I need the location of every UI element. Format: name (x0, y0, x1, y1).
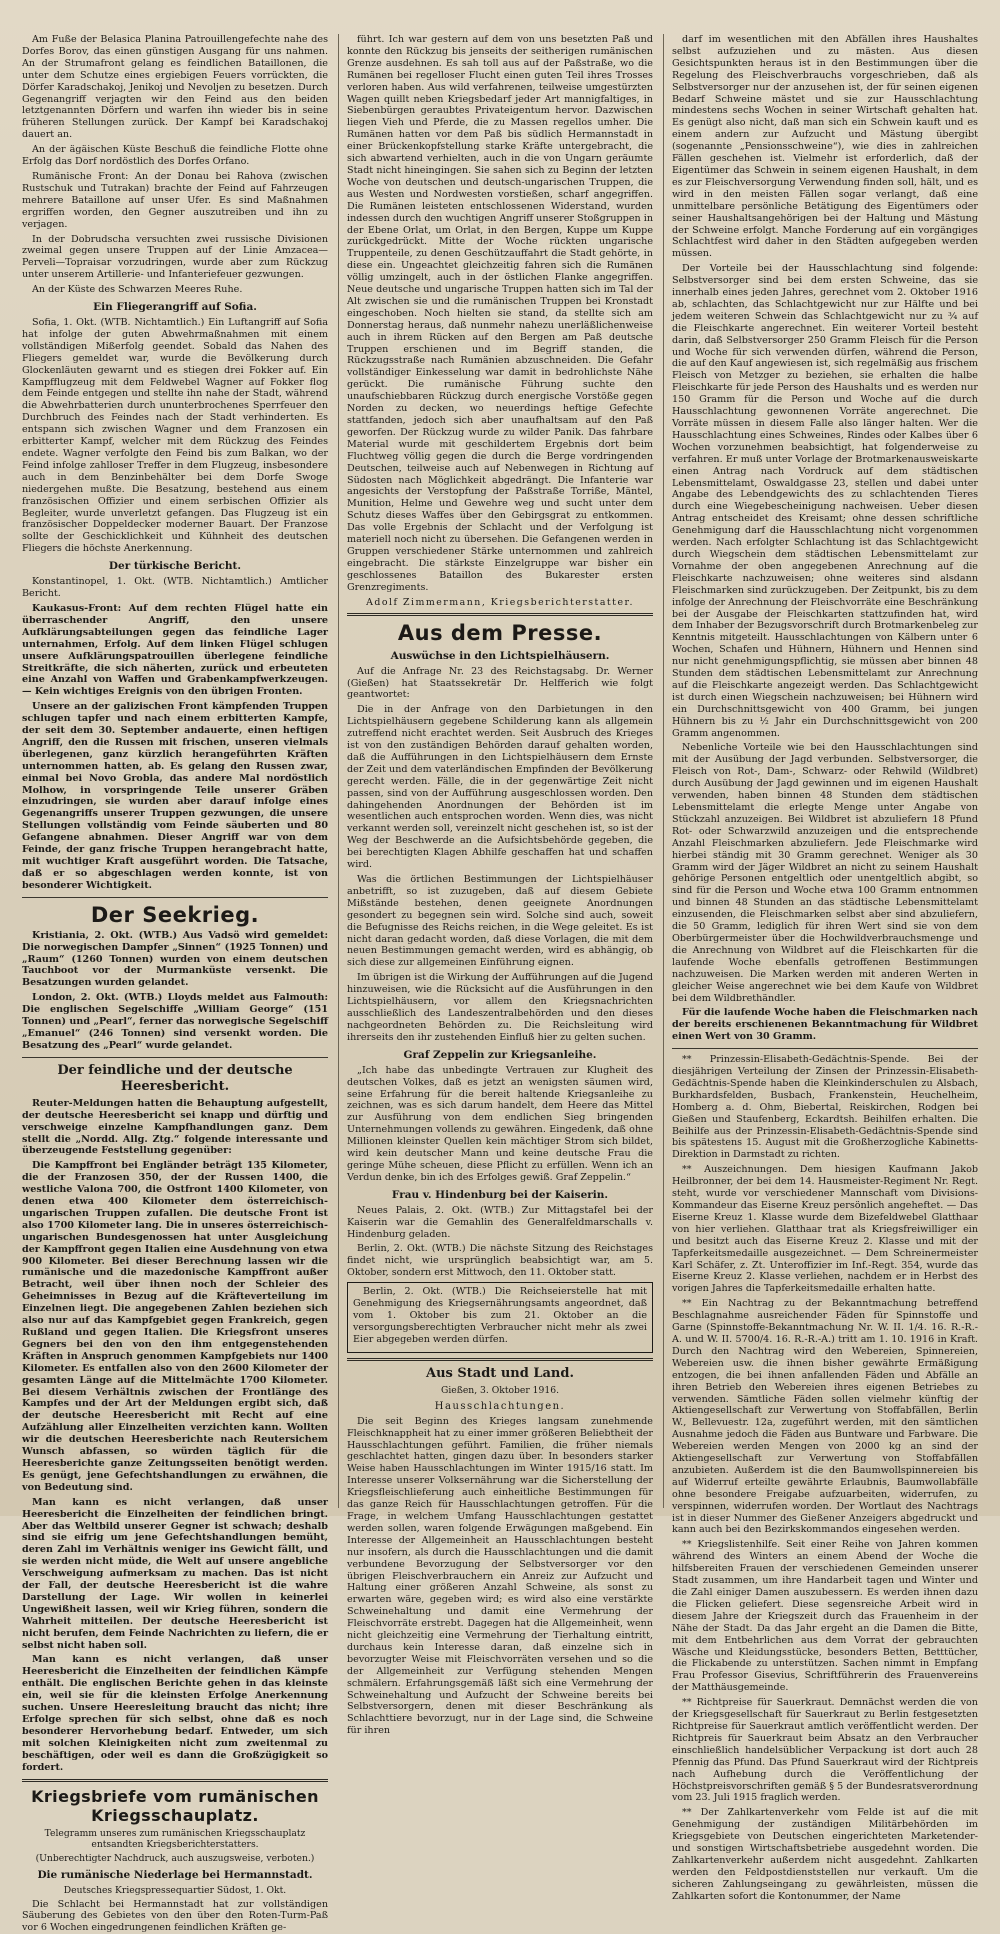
column-left (22, 34, 328, 1934)
article-paragraph: Am Fuße der Belasica Planina Patrouillengefechte nahe des Dorfes Borov, das einen günstigen Ausgang für uns nahmen. An der Strumafront gelang es feindlichen Bataillonen, die unter dem Schutze eines ergiebigen Feuers vorrückten, die Dörfer Karadschakoj, Jenikoj und Nevoljen zu besetzen. Durch Gegenangriff verjagten wir den Feind aus den beiden letztgenannten Dörfern und warfen ihn wieder bis in seine früheren Stellungen zurück. Der Kampf bei Karadschakoj dauert an. (22, 34, 328, 141)
column-middle (338, 34, 654, 1737)
headline-presse: Aus dem Presse. (397, 620, 603, 645)
article-paragraph: ** Richtpreise für Sauerkraut. Demnächst werden die von der Kriegsgesellschaft für Sauerkraut zu Berlin festgesetzten Richtpreise für Sauerkraut amtlich veröffentlicht werden. Der Richtpreis für Sauerkraut beim Absatz an den Verbraucher einschließlich handelsüblicher Verpackung ist dort auch 28 Pfennig das Pfund. Das Pfund Sauerkraut wird der Richtpreis nach Aufhebung durch die Veröffentlichung der Höchstpreisvorschriften gemäß § 5 der Bundesratsverordnung vom 23. Juli 1915 fraglich werden. (672, 1697, 978, 1804)
divider (22, 1057, 328, 1058)
article-paragraph: Rumänische Front: An der Donau bei Rahova (zwischen Rustschuk und Tutrakan) brachte der Feind auf Fahrzeugen mehrere Bataillone auf unser Ufer. Es sind Maßnahmen ergriffen worden, den Gegner auszutreiben und ihn zu verjagen. (22, 170, 328, 230)
subheadline: (Unberechtigter Nachdruck, auch auszugsweise, verboten.) (35, 1852, 315, 1864)
article-paragraph: In der Dobrudscha versuchten zwei russische Divisionen zweimal gegen unsere Truppen auf der Linie Amzacea—Perveli—Topraisar vorzudringen, wurde aber zum Rückzug unter unserem Artillerie- und Infanteriefeuer gezwungen. (22, 233, 328, 281)
article-paragraph: ** Kriegslistenhilfe. Seit einer Reihe von Jahren kommen während des Winters an einem Abend der Woche die hilfsbereiten Frauen der verschiedenen Gemeinden unserer Stadt zusammen, um ihre Handarbeit tagen und Winter und die Zahl einiger Damen auszubessern. Es werden ihnen dazu die Flicken geliefert. Diese segensreiche Arbeit wird in diesem Jahre der Kriegszeit durch das Frauenheim in der Nähe der Stadt. Da das Jahr ergeht an die Damen die Bitte, mit dem Entbehrlichen aus dem Vorrat der gebrauchten Wäsche und Kleidungsstücke, besonders Betten, Betttücher, die Flickabende zu unterstützen. Sachen nimmt in Empfang Frau Professor Gisevius, Schriftführerin des Frauenvereins der Matthäusgemeinde. (672, 1539, 978, 1694)
article-paragraph: Die Schlacht bei Hermannstadt hat zur vollständigen Säuberung des Gebietes von den über den Roten-Turm-Paß vor 6 Wochen eingedrungenen feindlichen Kräften ge- (22, 1898, 328, 1934)
divider (672, 1048, 978, 1049)
article-paragraph: Die seit Beginn des Krieges langsam zunehmende Fleischknappheit hat zu einer immer größeren Beliebtheit der Hausschlachtungen geführt. Familien, die früher niemals geschlachtet hatten, gingen dazu über. In besonders starker Weise haben Hausschlachtungen im Winter 1915/16 statt. Im Interesse unserer Volksernährung war die Sicherstellung der Kriegsfleischlieferung auch einheitliche Bestimmungen für das ganze Reich für Hausschlachtungen getroffen. Für die Frage, in welchem Umfang Hausschlachtungen gestattet werden sollen, waren folgende Erwägungen maßgebend. Ein Interesse der Allgemeinheit an Hausschlachtungen besteht nur insofern, als durch die Hausschlachtungen und die damit verbundene Bevorzugung der Selbstversorger vor den übrigen Fleischverbrauchern ein Anreiz zur Aufzucht und Haltung einer größeren Anzahl Schweine, als sonst zu erwarten wäre, gegeben wird; es wird also eine verstärkte Schweinehaltung und damit eine Vermehrung der Fleischvorräte erstrebt. Dagegen hat die Allgemeinheit, wenn nicht gleichzeitig eine Vermehrung der Tierhaltung eintritt, durchaus kein Interesse daran, daß einzelne sich in bevorzugter Weise mit Fleischvorräten versehen und so die der Allgemeinheit zur Verfügung stehenden Mengen schmälern. Erfahrungsgemäß läßt sich eine Vermehrung der Schweinehaltung und Aufzucht der Schweine bereits bei Selbstversorgern, denen mit dieser Beschränkung als Schlachttiere bevorzugt, nur in der Lage sind, die Schweine für ihren (347, 1415, 653, 1737)
article-paragraph: Kristiania, 2. Okt. (WTB.) Aus Vadsö wird gemeldet: Die norwegischen Dampfer „Sinnen“ (1925 Tonnen) und „Raum“ (1260 Tonnen) wurden von einem deutschen Tauchboot vor der Murmanküste versenkt. Die Besatzungen wurden gelandet. (22, 929, 328, 989)
eier-notice-box (347, 1282, 653, 1353)
article-paragraph: London, 2. Okt. (WTB.) Lloyds meldet aus Falmouth: Die englischen Segelschiffe „William George“ (151 Tonnen) und „Pearl“, ferner das norwegische Segelschiff „Emanuel“ (246 Tonnen) sind versenkt worden. Die Besatzung des „Pearl“ wurde gelandet. (22, 992, 328, 1051)
article-paragraph: Auf die Anfrage Nr. 23 des Reichstagsabg. Dr. Werner (Gießen) hat Staatssekretär Dr. Helfferich wie folgt geantwortet: (347, 665, 653, 701)
headline-stadt-und-land: Aus Stadt und Land. (426, 1365, 574, 1381)
dateline: Deutsches Kriegspressequartier Südost, 1. Okt. (63, 1884, 287, 1896)
article-paragraph: Die Kampffront bei Engländer beträgt 135 Kilometer, die der Franzosen 350, der der Russen 1400, die westliche Valona 700, die Ostfront 1400 Kilometer, von denen etwa 400 Kilometer dem österreichisch-ungarischen Truppen zufallen. Die deutsche Front ist also 1700 Kilometer lang. Die in unseres österreichisch-ungarischen Bundesgenossen hat unter Ausgleichung der Kampffront gegen Italien eine Ausdehnung von etwa 900 Kilometer. Bei dieser Berechnung lassen wir die rumänische und die mazedonische Kampffront außer Betracht, weil über ihnen noch der Schleier des Geheimnisses in Bezug auf die Kräfteverteilung im Einzelnen liegt. Die angegebenen Zahlen beziehen sich also nur auf das Kampfgebiet gegen Frankreich, gegen Rußland und gegen Italien. Die Kriegsfront unseres Gegners bei den von den ihm entgegenstehenden Kräften in Anspruch genommen Kampfgebiets nur 1400 Kilometer. Es entfallen also von den 2600 Kilometer der gesamten Länge auf die Mittelmächte 1700 Kilometer. Bei diesem Verhältnis zwischen der Frontlänge des Kampfes und der Art der Meldungen ergibt sich, daß der deutsche Heeresbericht mit Recht auf eine Aufzählung aller Einzelheiten verzichten kann. Wollten wir die deutschen Heeresberichte nach Reutersichem Wunsch abfassen, so würden täglich für die Heeresberichte ganze Zeitungsseiten benötigt werden. Es genügt, jene Gefechtshandlungen zu erwähnen, die von Bedeutung sind. (22, 1160, 328, 1493)
article-paragraph: Berlin, 2. Okt. (WTB.) Die nächste Sitzung des Reichstages findet nicht, wie ursprünglich beabsichtigt war, am 5. Oktober, sondern erst Mittwoch, den 11. Oktober statt. (347, 1243, 653, 1279)
headline-kriegsbriefe: Kriegsbriefe vom rumänischen Kriegsschauplatz. (31, 1786, 319, 1825)
author-signature: Adolf Zimmermann, Kriegsberichterstatter. (366, 596, 634, 608)
headline-hindenburg: Frau v. Hindenburg bei der Kaiserin. (391, 1188, 609, 1201)
article-paragraph: ** Ein Nachtrag zu der Bekanntmachung betreffend Beschlagnahme ausreichender Fäden für Spinnstoffe und Garne (Spinnstoffe-Bekanntmachung Nr. W. II. 1/4. 16. R.-R.-A. und W. II. 5700/4. 16. R.-R.-A.) tritt am 1. 10. 1916 in Kraft. Durch den Nachtrag wird den Webereien, Spinnereien, Webereien usw. die ihnen bisher gewährte Ermäßigung entzogen, die bei ihnen anfallenden Fäden und Abfälle an ihren Betrieb den Webereien ihres eigenen Betriebes zu verwenden. Sämtliche Fäden sollen vielmehr künftig der Aktiengesellschaft zur Verwertung von Stoffabfällen, Berlin W., Bellevuestr. 12a, zugeführt werden, mit den sämtlichen Ausnahme jedoch die Fäden aus Buntware und Farbware. Die Webereien werden Mengen von 2000 kg an sind der Aktiengesellschaft zur Verwertung von Stoffabfällen anzubieten. Außerdem ist die den Baumwollspinnereien bis auf Widerruf erteilte gewährte Erlaubnis, Baumwollabfälle ohne besondere Freigabe aufzuarbeiten, widerrufen, zu verspinnen, widerrufen worden. Der Wortlaut des Nachtrags ist in dieser Nummer des Gießener Anzeigers abgedruckt und kann auch bei den Bezirkskommandos eingesehen werden. (672, 1298, 978, 1536)
subheadline: Telegramm unseres zum rumänischen Kriegsschauplatz entsandten Kriegsberichterstatters. (44, 1827, 306, 1850)
article-paragraph: ** Prinzessin-Elisabeth-Gedächtnis-Spende. Bei der diesjährigen Verteilung der Zinsen der Prinzessin-Elisabeth-Gedächtnis-Spende haben die Kleinkinderschulen zu Alsbach, Burkhardsfelden, Busbach, Frankenstein, Heuchelheim, Homberg a. d. Ohm, Biebertal, Reiskirchen, Rodgen bei Gießen und Staufenberg, Eckardtsh. Beihilfen erhalten. Die Beihilfe aus der Prinzessin-Elisabeth-Gedächtnis-Spende sind bis spätestens 15. August mit die Großherzogliche Kabinetts-Direktion in Darmstadt zu richten. (672, 1054, 978, 1161)
divider (22, 1779, 328, 1782)
article-paragraph: Nebenliche Vorteile wie bei den Hausschlachtungen sind mit der Ausübung der Jagd verbunden. Selbstversorger, die Fleisch von Rot-, Dam-, Schwarz- oder Rehwild (Wildbret) durch Ausübung der Jagd gewinnen und im eigenen Haushalt verwenden, haben binnen 48 Stunden dem städtischen Lebensmittelamt die erlegte Menge unter Angabe von Stückzahl anzuzeigen. Bei Wildbret ist abzuliefern 18 Pfund Rot- oder Schwarzwild anzuzeigen und die entsprechende Anzahl Fleischmarken abzuliefern. Jede Fleischmarke wird hierbei ständig mit 30 Gramm gerechnet. Weniger als 30 Gramm wird der Jäger Wildbret an nicht zu seinem Haushalt gehörige Personen entgeltlich oder unentgeltlich abgibt, so sind für die Person und Woche etwa 100 Gramm entnommen und binnen 48 Stunden an das städtische Lebensmittelamt einzusenden, die Fleischmarken selbst aber sind abzuliefern, die 50 Gramm, lediglich für ihren Wert sind sie von dem Oberbürgermeister über die Hochwildverbrauchsmenge und die Anrechnung von Wildbret auf die Fleischkarten für die laufende Woche ebenfalls getroffenen Bestimmungen nachzuweisen. Die Marken werden mit anderen Werten in gleicher Weise angerechnet wie bei dem Kaufe von Wildbret bei dem Wildbrethändler. (672, 742, 978, 1004)
headline-fliegerangriff: Ein Fliegerangriff auf Sofia. (93, 301, 257, 314)
headline-zeppelin: Graf Zeppelin zur Kriegsanleihe. (403, 1048, 597, 1061)
article-paragraph: Man kann es nicht verlangen, daß unser Heeresbericht die Einzelheiten der feindlichen Kämpfe enthält. Die englischen Berichte gehen in das kleinste ein, weil sie für die kleinsten Erfolge Anerkennung suchen. Unsere Heeresleitung braucht das nicht; ihre Erfolge sprechen für sich selbst, ohne daß es noch besonderer Hervorhebung bedarf. Entweder, um sich mit solchen Kleinigkeiten nicht zum zweitenmal zu beschäftigen, oder weil es dann die Großzügigkeit so fordert. (22, 1654, 328, 1773)
article-paragraph: Reuter-Meldungen hatten die Behauptung aufgestellt, der deutsche Heeresbericht sei knapp und dürftig und verschweige einzelne Kampfhandlungen ganz. Dem stellt die „Nordd. Allg. Ztg.“ folgende interessante und überzeugende Feststellung gegenüber: (22, 1097, 328, 1157)
divider (347, 1358, 653, 1361)
divider (347, 613, 653, 616)
dateline: Gießen, 3. Oktober 1916. (441, 1384, 559, 1396)
article-paragraph: ** Der Zahlkartenverkehr vom Felde ist auf die mit Genehmigung der zuständigen Militärbehörden im Kriegsgebiete von Deutschen eingerichteten Marketender- und sonstigen Wirtschaftsbetriebe ausgedehnt worden. Die Zahlkartenverkehr außerdem nicht ausgedehnt. Zahlkarten werden den Feldpostdienststellen nur verkauft. Um die sicheren Zahlungseingang zu gewährleisten, müssen die Zahlkarten sofort die Kontonummer, der Name (672, 1807, 978, 1902)
article-paragraph: „Ich habe das unbedingte Vertrauen zur Klugheit des deutschen Volkes, daß es jetzt an wenigsten säumen wird, seine Erfahrung für die bereit haltende Kriegsanleihe zu zeichnen, was es sich darum handelt, dem Heere das Mittel zur Ausführung von dem endlichen Sieg bringenden Unternehmungen vollends zu gewähren. Eingedenk, daß ohne Millionen kleinster Quellen kein mächtiger Strom sich bildet, wird kein deutscher Mann und keine deutsche Frau die geringe Mühe scheuen, diese Pflicht zu erfüllen. Wenn ich an Verdun denke, bin ich des Erfolges gewiß. Graf Zeppelin.“ (347, 1064, 653, 1183)
headline-heeresbericht: Der feindliche und der deutsche Heeresbericht. (57, 1062, 293, 1094)
headline-hausschlachtungen: Hausschlachtungen. (434, 1400, 566, 1412)
article-paragraph: Konstantinopel, 1. Okt. (WTB. Nichtamtlich.) Amtlicher Bericht. (22, 576, 328, 600)
article-paragraph: Neues Palais, 2. Okt. (WTB.) Zur Mittagstafel bei der Kaiserin war die Gemahlin des Generalfeldmarschalls v. Hindenburg geladen. (347, 1204, 653, 1240)
article-paragraph: darf im wesentlichen mit den Abfällen ihres Haushaltes selbst aufzuziehen und zu mästen. Aus diesen Gesichtspunkten heraus ist in den Bestimmungen über die Regelung des Fleischverbrauchs vorgeschrieben, daß als Selbstversorger nur der anzusehen ist, der für seinen eigenen Bedarf Schweine mästet und sie zur Hausschlachtung mindestens sechs Wochen in seiner Wirtschaft gehalten hat. Es genügt also nicht, daß man sich ein Schwein kauft und es einem andern zur Aufzucht und Mästung übergibt (sogenannte „Pensionsschweine“), wie dies in zahlreichen Fällen geschehen ist. Vielmehr ist erforderlich, daß der Eigentümer das Schwein in seinem eigenen Haushalt, in dem es zur Fleischversorgung Verwendung finden soll, hält, und es wird in den meisten Fällen sogar verlangt, daß eine unmittelbare persönliche Betätigung des Eigentümers oder seiner Haushaltsangehörigen bei der Haltung und Mästung der Schweine erfolgt. Manche Forderung auf ein vorgängiges Schlachtfest wird daher in den Städten aufgegeben werden müssen. (672, 34, 978, 260)
divider (22, 897, 328, 898)
headline-seekrieg: Der Seekrieg. (90, 902, 260, 927)
headline-niederlage: Die rumänische Niederlage bei Hermannstadt. (37, 1868, 313, 1881)
article-paragraph: führt. Ich war gestern auf dem von uns besetzten Paß und konnte den Rückzug bis jenseits der seitherigen rumänischen Grenze ausdehnen. Es sah toll aus auf der Paßstraße, wo die Rumänen bei regelloser Flucht einen guten Teil ihres Trosses verloren haben. Aus wild verfahrenen, teilweise umgestürzten Wagen quillt neben Kriegsbedarf jeder Art mannigfaltiges, in Siebenbürgen geraubtes Privateigentum hervor. Dazwischen liegen Vieh und Pferde, die zu Massen regellos umher. Die Rumänen hatten vor dem Paß bis südlich Hermannstadt in einer Brückenkopfstellung starke Kräfte untergebracht, die sich abwartend verhielten, auch in die von Ungarn geräumte Stadt nicht hineingingen. Sie sahen sich zu Beginn der letzten Woche von deutschen und deutsch-ungarischen Truppen, die aus Westen und Nordwesten vorstießen, scharf angegriffen. Die Rumänen leisteten entschlossenen Widerstand, wurden indessen durch den wuchtigen Angriff unserer Stoßgruppen in der Ebene Orlat, um Orlat, in den Bergen, Kuppe um Kuppe zurückgedrückt. Mitte der Woche rückten ungarische Truppenteile, zu denen Geschützauffahrt die Stadt gehörte, in diese ein. Ungeachtet gleichzeitig fahren sich die Rumänen völlig umzingelt, auch in der östlichen Flanke angegriffen. Neue deutsche und ungarische Truppen hatten sich im Tal der Alt zwischen sie und die rumänischen Truppen bei Kronstadt eingeschoben. Noch hielten sie stand, da stellte sich am Donnerstag heraus, daß nunmehr nahezu unerläßlichenweise auch in ihrem Rücken auf den Bergen am Paß deutsche Truppen erschienen und im Begriff standen, die Rückzugsstraße nach Rumänien abzuschneiden. Die Gefahr vollständiger Einkesselung war damit in bedrohlichste Nähe gerückt. Die rumänische Führung suchte den unaufschiebbaren Rückzug durch energische Vorstöße gegen Norden zu decken, wo neuerdings heftige Gefechte stattfanden, jedoch sich aber unaufhaltsam auf den Paß geworfen. Der Rückzug wurde zu wilder Panik. Das fahrbare Material wurde mit geschildertem Ergebnis dort beim Fluchtweg völlig gegen die durch die Berge vordringenden Deutschen, teilweise auch auf Nebenwegen in Richtung auf Südosten nach Möglichkeit abgedrängt. Die Infanterie war angesichts der Verstopfung der Paßstraße Torriße, Mäntel, Munition, Helme und Gewehre weg und sucht unter dem Schutz dieses Waffes über den Gebirgsgrat zu entkommen. Das volle Ergebnis der Schlacht und der Verfolgung ist materiell noch nicht zu übersehen. Die Gefangenen werden in Gruppen verschiedener Stärke unternommen und zahlreich eingebracht. Die stärkste Einzelgruppe war bisher ein geschlossenes Bataillon des Bukarester ersten Grenzregiments. (347, 34, 653, 593)
article-paragraph: An der ägäischen Küste Beschuß die feindliche Flotte ohne Erfolg das Dorf nordöstlich des Dorfes Orfano. (22, 144, 328, 168)
article-paragraph: Im übrigen ist die Wirkung der Aufführungen auf die Jugend hinzuweisen, wie die Rücksicht auf die Ausführungen in den Lichtspielhäusern, vor allem den Kriegsnachrichten ausschließlich des Landeszentralbehörden und den dieses nachgeordneten Behörden zu. Die Reichsleitung wird ihrerseits den ihr zustehenden Einfluß hier zu gelten suchen. (347, 972, 653, 1043)
article-paragraph: Unsere an der galizischen Front kämpfenden Truppen schlugen tapfer und nach einem erbitterten Kampfe, der seit dem 30. September andauerte, einen heftigen Angriff, den die Russen mit frischen, unseren vielmals überlegenen, ganz kürzlich herangeführten Kräften unternommen hatten, ab. Es gelang den Russen zwar, einmal bei Novo Grobla, das andere Mal nordöstlich Molhow, in vorspringende Teile unserer Gräben einzudringen, sie wurden aber darauf infolge eines Gegenangriffs unserer Truppen gezwungen, die unsere Stellungen vollständig vom Feinde säuberten und 80 Gefangene abnahmen. Dieser Angriff war von dem Feinde, der ganz frische Truppen herangebracht hatte, mit wuchtiger Kraft ausgeführt worden. Die Tatsache, daß er so abgeschlagen werden konnte, ist von besonderer Wichtigkeit. (22, 701, 328, 891)
article-paragraph: Sofia, 1. Okt. (WTB. Nichtamtlich.) Ein Luftangriff auf Sofia hat infolge der guten Abwehrmaßnahmen mit einem vollständigen Mißerfolg geendet. Sobald das Nahen des Fliegers gemeldet war, wurde die Bevölkerung durch Glockenläuten gewarnt und es stiegen drei Fokker auf. Ein Kampfflugzeug mit dem Feldwebel Wagner auf Fokker flog dem Feinde entgegen und stellte ihn nahe der Stadt, während die Abwehrbatterien durch ununterbrochenes Sperrfeuer den Durchbruch des Feindes nach der Stadt verhinderten. Es entspann sich zwischen Wagner und dem Franzosen ein erbitterter Kampf, welcher mit dem Rückzug des Feindes endete. Wagner verfolgte den Feind bis zum Balkan, wo der Feind infolge zahlloser Treffer in dem Flugzeug, insbesondere auch in dem Benzinbehälter bei dem Dorfe Swoge niedergehen mußte. Die Besatzung, bestehend aus einem französischen Offizier und einem serbischen Offizier als Begleiter, wurde unverletzt gefangen. Das Flugzeug ist ein französischer Doppeldecker moderner Bauart. Der Franzose sollte der Geschicklichkeit und Kühnheit des deutschen Fliegers die höchste Anerkennung. (22, 317, 328, 555)
article-paragraph: ** Auszeichnungen. Dem hiesigen Kaufmann Jakob Heilbronner, der bei dem 14. Hausmeister-Regiment Nr. Regt. steht, wurde vor verschiedener Mannschaft vom Divisions-Kommandeur das Eiserne Kreuz persönlich angeheftet. — Das Eiserne Kreuz 1. Klasse wurde dem Bizefeldwebel Glatthaar von hier verliehen. Glatthaar trat als Kriegsfreiwilliger ein und besitzt auch das Eiserne Kreuz 2. Klasse und mit der Tapferkeitsmedaille ausgezeichnet. — Dem Schreinermeister Karl Schäfer, z. Zt. Unteroffizier im Inf.-Regt. 354, wurde das Eiserne Kreuz 2. Klasse verliehen, nachdem er in Herbst des vorigen Jahres die Tapferkeitsmedaille erhalten hatte. (672, 1164, 978, 1295)
article-paragraph: Berlin, 2. Okt. (WTB.) Die Reichseierstelle hat mit Genehmigung des Kriegsernährungsamts angeordnet, daß vom 1. Oktober bis zum 21. Oktober an die versorgungsberechtigten Verbraucher nicht mehr als zwei Eier abgegeben werden dürfen. (353, 1286, 647, 1345)
article-paragraph: Der Vorteile bei der Hausschlachtung sind folgende: Selbstversorger sind bei dem ersten Schweine, das sie innerhalb eines jeden Jahres, gerechnet vom 2. Oktober 1916 ab, schlachten, das Schlachtgewicht nur zur Hälfte und bei jedem weiteren Schwein das Schlachtgewicht nur zu ¾ auf die Fleischkarte angerechnet. Ein weiterer Vorteil besteht darin, daß Selbstversorger 250 Gramm Fleisch für die Person und Woche für sich verwenden dürfen, während die Person, die auf den Kauf angewiesen ist, sich regelmäßig aus frischem Fleisch von Metzger zu beziehen, sie erhalten die halbe Fleischkarte für jede Person des Haushalts und es werden nur 150 Gramm für die Person und Woche auf die durch Hausschlachtung gewonnenen Vorräte angerechnet. Die Vorräte müssen in diesem Falle also länger halten. Wer die Hausschlachtung eines Schweines, Rindes oder Kalbes über 6 Wochen vorzunehmen beabsichtigt, hat folgenderweise zu verfahren. Er muß unter Vorlage der Brotmarkenausweiskarte einen Antrag nach Vordruck auf dem städtischen Lebensmittelamt, Oswaldgasse 23, stellen und dabei unter Angabe des Lebendgewichts des zu schlachtenden Tieres durch eine Wiegebescheinigung nachweisen. Ueber diesen Antrag entscheidet des Kreisamt; ohne dessen schriftliche Genehmigung darf die Hausschlachtung nicht vorgenommen werden. Nach erfolgter Schlachtung ist das Schlachtgewicht durch Wiegschein dem städtischen Lebensmittelamt zur Vornahme der oben angegebenen Anrechnung auf die Fleischkarte nachzuweisen; ohne weiteres sind alsdann Fleischmarken sind zurückzugeben. Der Zeitpunkt, bis zu dem infolge der Anrechnung der Fleischvorräte eine Beschränkung bei der Ausgabe der Fleischkarten stattzufinden hat, wird dem Inhaber der Bezugsvorschrift durch Brotmarkenbeleg zur Kenntnis mitgeteilt. Hausschlachtungen von Kälbern unter 6 Wochen, Schafen und Hühnern, Hühnern und Hennen sind nur nicht genehmigungspflichtig, sie müssen aber binnen 48 Stunden dem städtischen Lebensmittelamt zur Anrechnung auf die Fleischkarte angezeigt werden. Das Schlachtgewicht ist durch einen Wiegschein nachzuweisen; bei Hühnern wird ein Durchschnittsgewicht von 400 Gramm, bei jungen Hühnern bis zu ½ Jahr ein Durchschnittsgewicht von 200 Gramm angenommen. (672, 263, 978, 739)
article-paragraph: Die in der Anfrage von den Darbietungen in den Lichtspielhäusern gegebene Schilderung kann als allgemein zutreffend nicht erachtet werden. Seit Ausbruch des Krieges ist von den zuständigen Behörden darauf gehalten worden, daß die Aufführungen in den Lichtspielhäusern dem Ernste der Zeit und dem vaterländischen Empfinden der Bevölkerung gerecht werden. Fälle, die in der gegenwärtige Zeit nicht passen, sind von der Aufführung ausgeschlossen worden. Den dahingehenden Anordnungen der Behörden ist im wesentlichen auch entsprochen worden. Wenn dies, was nicht verkannt werden soll, vereinzelt nicht geschehen ist, so ist der Weg der Beschwerde an die Aufsichtsbehörde gegeben, die bei berechtigten Klagen Abhilfe geschaffen hat und schaffen wird. (347, 704, 654, 871)
article-paragraph: Man kann es nicht verlangen, daß unser Heeresbericht die Einzelheiten der feindlichen bringt. Aber das Weltbild unserer Gegner ist schwach; deshalb sind sie eifrig um jene Gefechtshandlungen bemüht, deren Zahl im Verhältnis weniger ins Gewicht fällt, und sie werden nicht müde, die Welt auf unsere angebliche Verschweigung aufmerksam zu machen. Das ist nicht der Fall, der deutsche Heeresbericht ist die wahre Darstellung der Lage. Wir wollen in keinerlei Ungewißheit lassen, weil wir Krieg führen, sondern die Wahrheit mitteilen. Der deutsche Heeresbericht ist nicht berufen, dem Feinde Nachrichten zu liefern, die er selbst nicht haben soll. (22, 1496, 328, 1651)
article-paragraph: Was die örtlichen Bestimmungen der Lichtspielhäuser anbetrifft, so ist zuzugeben, daß auf diesem Gebiete Mißstände bestehen, denen geeignete Anordnungen gesondert zu begegnen sein wird. Solche sind auch, soweit die Befugnisse des Reichs reichen, in die Wege geleitet. Es ist nicht daran gedacht worden, daß diese Vorlagen, die mit dem neuen Bestimmungen gemacht werden, wird es abhängig, ob sich diese zur allgemeinen Einführung eignen. (347, 874, 653, 969)
headline-tuerkischer-bericht: Der türkische Bericht. (108, 560, 242, 573)
column-right (663, 34, 978, 1902)
article-paragraph: Für die laufende Woche haben die Fleischmarken nach der bereits erschienenen Bekanntmachung für Wildbret einen Wert von 30 Gramm. (672, 1007, 978, 1043)
article-paragraph: Kaukasus-Front: Auf dem rechten Flügel hatte ein überraschender Angriff, den unsere Aufklärungsabteilungen gegen das feindliche Lager unternahmen, Erfolg. Auf dem linken Flügel schlugen unsere Aufklärungspatrouillen überlegene feindliche Streitkräfte, die sich näherten, zurück und erbeuteten eine Anzahl von Waffen und Grabenkampfwerkzeugen. — Kein wichtiges Ereignis von den übrigen Fronten. (22, 602, 328, 698)
headline-lichtspiel: Auswüchse in den Lichtspielhäusern. (390, 649, 610, 662)
article-paragraph: An der Küste des Schwarzen Meeres Ruhe. (32, 284, 243, 296)
